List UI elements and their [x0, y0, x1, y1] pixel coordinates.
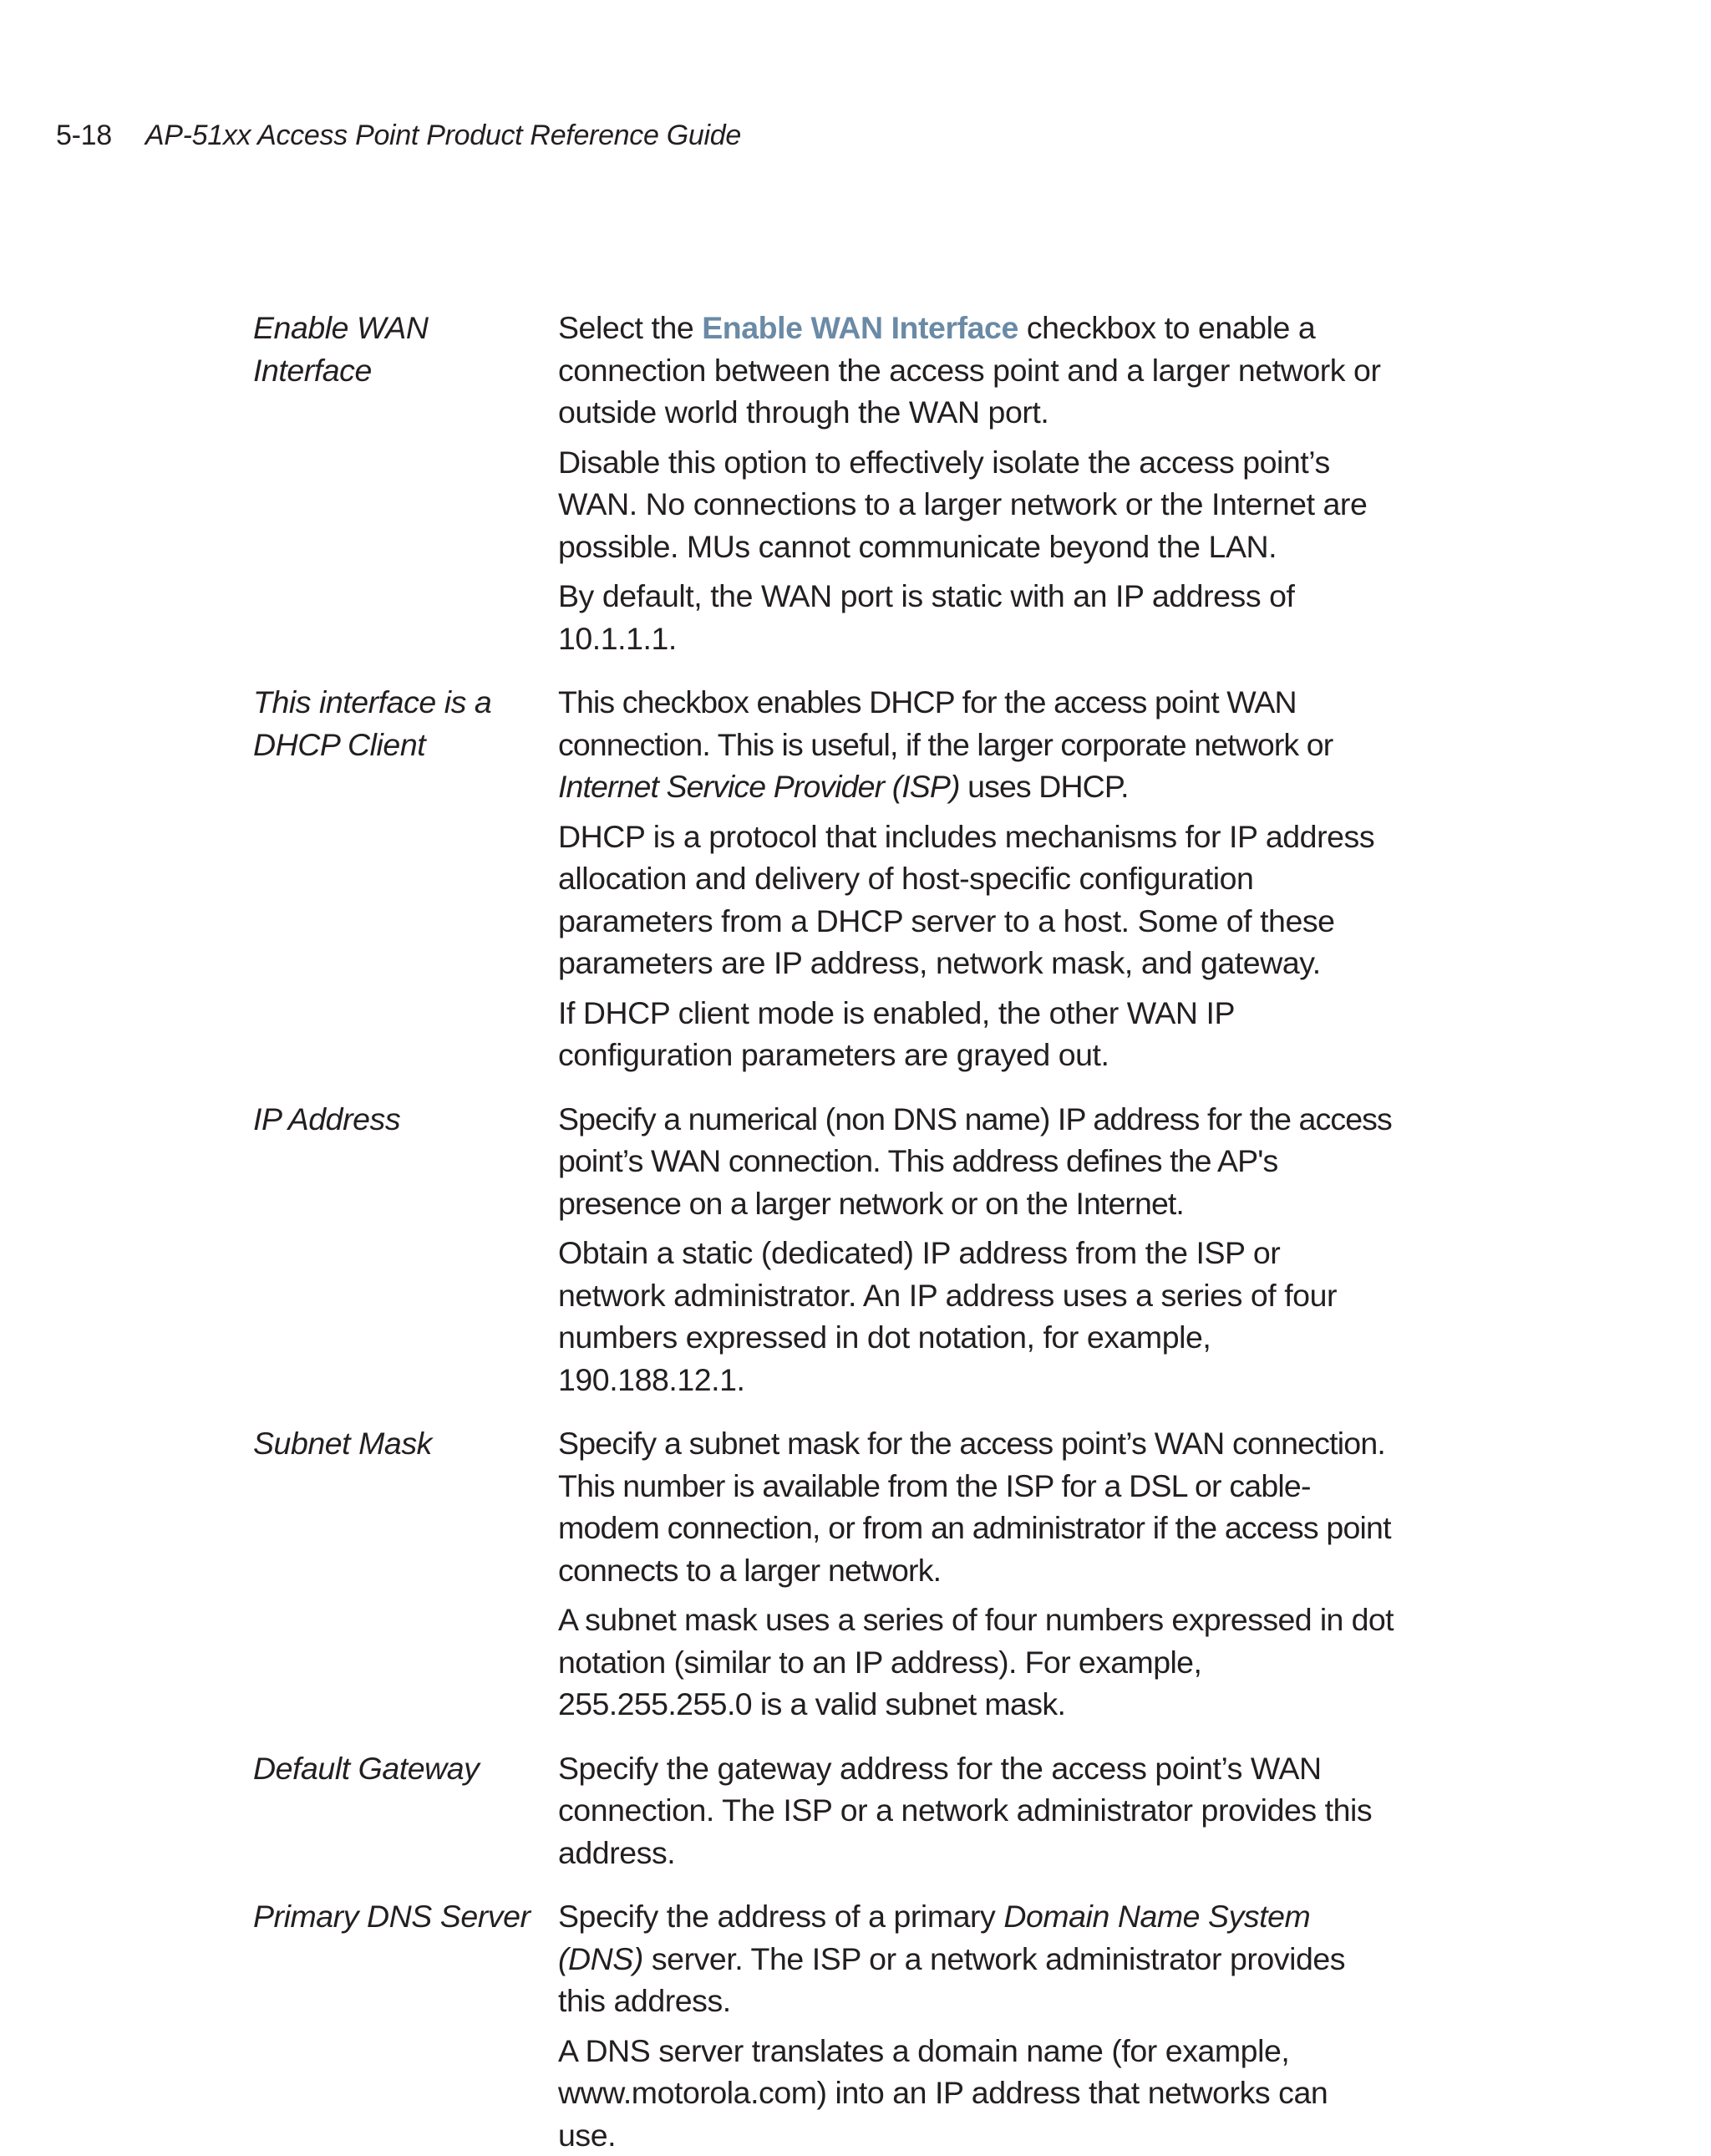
description-paragraph: DHCP is a protocol that includes mechanisms for IP address allocation and delivery of host-specific configuration parameters from a DHCP server to a host. Some of these parameters are IP address, network mask, and gateway. — [558, 816, 1394, 984]
param-row-default-gateway — [253, 1747, 1423, 1874]
text-run: server. The ISP or a network administrator provides this address. — [558, 1941, 1345, 2019]
description-paragraph: Disable this option to effectively isolate the access point’s WAN. No connections to a larger network or the Internet are possible. MUs cannot communicate beyond the LAN. — [558, 441, 1394, 568]
param-description — [558, 1098, 1394, 1401]
description-paragraph: A DNS server translates a domain name (for example, www.motorola.com) into an IP address that networks can use. — [558, 2030, 1394, 2156]
description-paragraph: Specify a numerical (non DNS name) IP address for the access point’s WAN connection. This address defines the AP's presence on a larger network or on the Internet. — [558, 1098, 1394, 1225]
param-row-ip-address — [253, 1098, 1423, 1401]
description-paragraph — [558, 307, 1394, 434]
description-paragraph — [558, 681, 1394, 808]
page-number: 5-18 — [56, 119, 112, 151]
param-description — [558, 307, 1394, 659]
param-name — [253, 681, 558, 1076]
description-paragraph: By default, the WAN port is static with an IP address of 10.1.1.1. — [558, 575, 1394, 659]
param-row-primary-dns-server — [253, 1895, 1423, 2156]
param-description — [558, 1747, 1394, 1874]
param-description — [558, 681, 1394, 1076]
text-run: uses DHCP. — [960, 769, 1129, 804]
param-description — [558, 1422, 1394, 1726]
description-paragraph: If DHCP client mode is enabled, the other WAN IP configuration parameters are grayed out. — [558, 992, 1394, 1076]
description-paragraph: Specify a subnet mask for the access point’s WAN connection. This number is available from the ISP for a DSL or cable-modem connection, or from an administrator if the access point connects to a larger network. — [558, 1422, 1394, 1591]
param-name: Subnet Mask — [253, 1422, 558, 1726]
param-name-line: DHCP Client — [253, 727, 425, 762]
text-run: Specify the address of a primary — [558, 1899, 1003, 1934]
emphasis-term: Domain Name System (DNS) — [558, 1899, 1310, 1976]
param-name: Enable WAN Interface — [253, 307, 558, 659]
param-name-line: This interface is a — [253, 684, 491, 720]
ui-term-enable-wan-interface: Enable WAN Interface — [702, 310, 1018, 345]
param-row-subnet-mask — [253, 1422, 1423, 1726]
parameter-table — [253, 307, 1423, 2156]
description-paragraph: Obtain a static (dedicated) IP address from the ISP or network administrator. An IP address uses a series of four numbers expressed in dot notation, for example, 190.188.12.1. — [558, 1232, 1394, 1401]
emphasis-term: Internet Service Provider (ISP) — [558, 769, 960, 804]
guide-title: AP-51xx Access Point Product Reference Guide — [145, 119, 741, 151]
description-paragraph: A subnet mask uses a series of four numbers expressed in dot notation (similar to an IP address). For example, 255.255.255.0 is a valid subnet mask. — [558, 1599, 1394, 1726]
text-run: checkbox to enable a connection between the access point and a larger network or outside world through the WAN port. — [558, 310, 1381, 430]
running-header — [56, 117, 741, 154]
param-row-enable-wan-interface — [253, 307, 1423, 659]
description-paragraph — [558, 1895, 1394, 2022]
param-name: Primary DNS Server — [253, 1895, 558, 2156]
param-name: Default Gateway — [253, 1747, 558, 1874]
param-row-dhcp-client — [253, 681, 1423, 1076]
text-run: This checkbox enables DHCP for the access point WAN connection. This is useful, if the larger corporate network or — [558, 684, 1333, 762]
param-name: IP Address — [253, 1098, 558, 1401]
param-description — [558, 1895, 1394, 2156]
text-run: Select the — [558, 310, 702, 345]
description-paragraph: Specify the gateway address for the access point’s WAN connection. The ISP or a network administrator provides this address. — [558, 1747, 1394, 1874]
